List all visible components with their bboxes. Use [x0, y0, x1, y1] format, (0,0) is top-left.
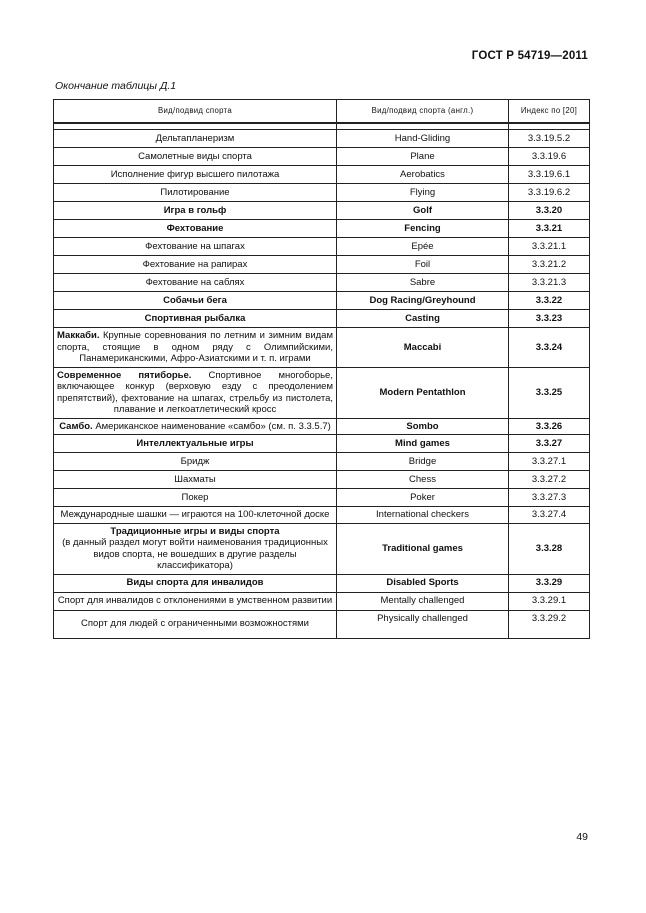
sport-definition: (в данный раздел могут войти наименования традиционных видов спорта, не вошедших в другие разделы классификатора): [62, 537, 328, 571]
sport-name-en: Golf: [337, 202, 509, 220]
table-caption: Окончание таблицы Д.1: [55, 80, 177, 92]
sport-name-en: International checkers: [337, 507, 509, 524]
sport-name-ru: Фехтование на рапирах: [54, 256, 337, 274]
table-row: [54, 574, 590, 592]
sport-index: 3.3.21.2: [509, 256, 590, 274]
sport-definition: Крупные соревнования по летним и зимним видам спорта, стоящие в одном ряду с Олимпийскими, Панамериканскими, Афро-Азиатскими и т. п. играми: [57, 330, 333, 364]
sport-name-en: Mind games: [337, 435, 509, 453]
sport-term: Современное пятиборье.: [57, 369, 192, 381]
table-row: [54, 310, 590, 328]
table-row: [54, 238, 590, 256]
sport-index: 3.3.27.1: [509, 453, 590, 471]
sport-name-en: Physically challenged: [337, 610, 509, 638]
column-header: Вид/подвид спорта: [54, 100, 337, 124]
sport-name-ru: Дельтапланеризм: [54, 130, 337, 148]
sport-index: 3.3.29.1: [509, 592, 590, 610]
sport-index: 3.3.22: [509, 292, 590, 310]
sport-name-en: Disabled Sports: [337, 574, 509, 592]
page-number: 49: [576, 831, 588, 843]
sport-name-ru: Спорт для инвалидов с отклонениями в умственном развитии: [54, 592, 337, 610]
sport-name-en: Sombo: [337, 418, 509, 435]
sport-name-en: Maccabi: [337, 328, 509, 368]
sport-index: 3.3.29.2: [509, 610, 590, 638]
sport-name-ru: Самолетные виды спорта: [54, 148, 337, 166]
sport-name-en: Hand-Gliding: [337, 130, 509, 148]
sport-name-ru: Виды спорта для инвалидов: [54, 574, 337, 592]
sport-definition: Спортивное многоборье, включающее конкур (верховую езду с преодолением препятствий), фехтование на шпагах, стрельбу из пистолета, плавание и легкоатлетический кросс: [57, 369, 333, 415]
sport-name-ru: Спорт для людей с ограниченными возможностями: [54, 610, 337, 638]
sport-name-en: Traditional games: [337, 523, 509, 574]
sport-name-en: Aerobatics: [337, 166, 509, 184]
sport-name-en: Foil: [337, 256, 509, 274]
table-row: [54, 507, 590, 524]
sport-index: 3.3.23: [509, 310, 590, 328]
sport-index: 3.3.21: [509, 220, 590, 238]
table-row: [54, 130, 590, 148]
sport-definition: Американское наименование «самбо» (см. п. 3.3.5.7): [95, 420, 331, 432]
sport-index: 3.3.27: [509, 435, 590, 453]
sport-term: Маккаби.: [57, 330, 100, 341]
sport-index: 3.3.29: [509, 574, 590, 592]
sport-name-ru: [54, 328, 337, 368]
sport-name-ru: Бридж: [54, 453, 337, 471]
table-row: [54, 592, 590, 610]
sport-index: 3.3.21.3: [509, 274, 590, 292]
table-row: [54, 435, 590, 453]
sport-index: 3.3.19.6.2: [509, 184, 590, 202]
table-row: [54, 202, 590, 220]
sport-name-en: Modern Pentathlon: [337, 367, 509, 418]
sport-index: 3.3.19.5.2: [509, 130, 590, 148]
sport-name-ru: Шахматы: [54, 471, 337, 489]
sport-index: 3.3.25: [509, 367, 590, 418]
table-row: [54, 220, 590, 238]
sport-index: 3.3.21.1: [509, 238, 590, 256]
table-row: [54, 367, 590, 418]
sport-name-en: Bridge: [337, 453, 509, 471]
table-row: [54, 166, 590, 184]
sport-index: 3.3.19.6.1: [509, 166, 590, 184]
sport-name-en: Sabre: [337, 274, 509, 292]
sport-index: 3.3.26: [509, 418, 590, 435]
sport-name-en: Poker: [337, 489, 509, 507]
sport-index: 3.3.24: [509, 328, 590, 368]
table-row: [54, 610, 590, 638]
sport-name-en: Epée: [337, 238, 509, 256]
sport-index: 3.3.20: [509, 202, 590, 220]
sport-name-en: Mentally challenged: [337, 592, 509, 610]
table-row: [54, 453, 590, 471]
sport-index: 3.3.28: [509, 523, 590, 574]
column-header: Вид/подвид спорта (англ.): [337, 100, 509, 124]
table-row: [54, 184, 590, 202]
table-row: [54, 148, 590, 166]
table-row: [54, 523, 590, 574]
sport-name-en: Dog Racing/Greyhound: [337, 292, 509, 310]
sport-index: 3.3.27.4: [509, 507, 590, 524]
sport-name-ru: Исполнение фигур высшего пилотажа: [54, 166, 337, 184]
sport-index: 3.3.19.6: [509, 148, 590, 166]
table-row: [54, 418, 590, 435]
sport-name-ru: Фехтование на шпагах: [54, 238, 337, 256]
sports-table: [53, 99, 590, 639]
sport-name-ru: [54, 418, 337, 435]
sport-term: Самбо.: [59, 420, 93, 432]
sport-name-ru: Пилотирование: [54, 184, 337, 202]
table-row: [54, 256, 590, 274]
sport-name-ru: Игра в гольф: [54, 202, 337, 220]
sport-name-en: Flying: [337, 184, 509, 202]
sport-name-ru: Спортивная рыбалка: [54, 310, 337, 328]
column-header: Индекс по [20]: [509, 100, 590, 124]
sport-name-en: Chess: [337, 471, 509, 489]
sport-name-ru: Покер: [54, 489, 337, 507]
sport-name-en: Fencing: [337, 220, 509, 238]
sport-name-ru: Собачьи бега: [54, 292, 337, 310]
table-row: [54, 328, 590, 368]
sport-index: 3.3.27.3: [509, 489, 590, 507]
sport-name-ru: [54, 523, 337, 574]
sport-name-ru: Международные шашки — играются на 100-клеточной доске: [54, 507, 337, 524]
sport-name-ru: Фехтование на саблях: [54, 274, 337, 292]
sport-index: 3.3.27.2: [509, 471, 590, 489]
sport-name-en: Casting: [337, 310, 509, 328]
table-row: [54, 274, 590, 292]
table-row: [54, 292, 590, 310]
table-row: [54, 471, 590, 489]
sport-name-en: Plane: [337, 148, 509, 166]
sport-name-ru: [54, 367, 337, 418]
table-row: [54, 489, 590, 507]
sport-name-ru: Интеллектуальные игры: [54, 435, 337, 453]
sport-term: Традиционные игры и виды спорта: [110, 525, 280, 537]
sport-name-ru: Фехтование: [54, 220, 337, 238]
standard-number: ГОСТ Р 54719—2011: [471, 50, 588, 62]
